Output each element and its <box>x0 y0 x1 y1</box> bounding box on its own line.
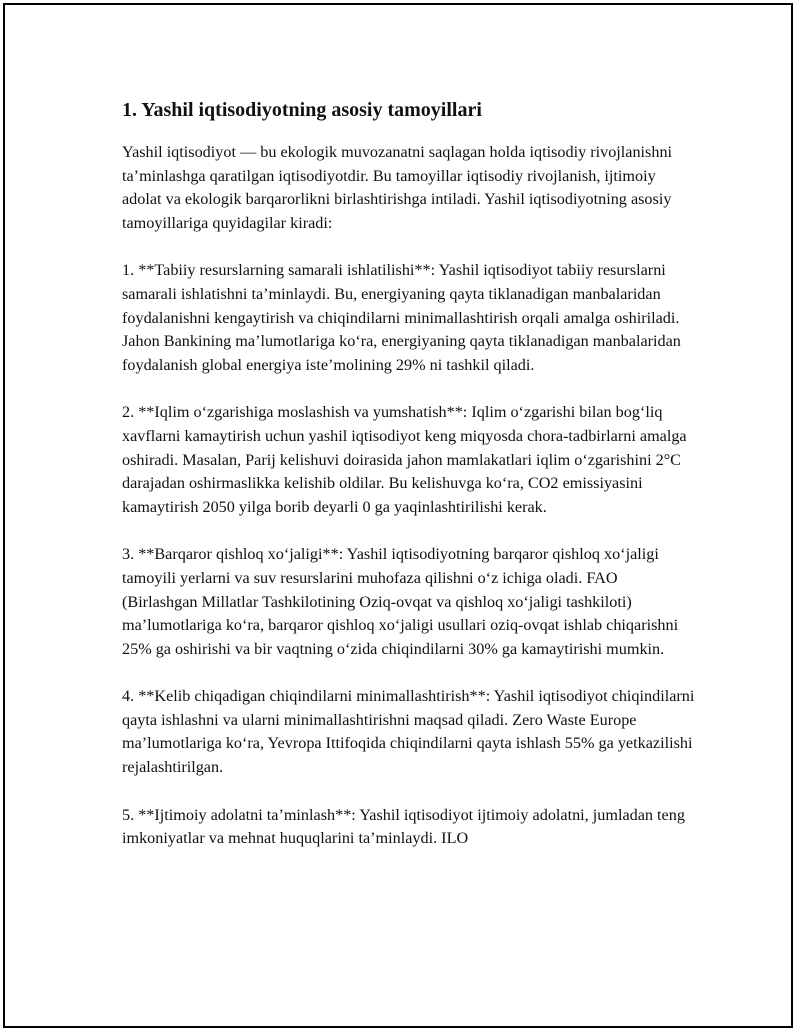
section-heading: 1. Yashil iqtisodiyotning asosiy tamoyillari <box>122 99 482 121</box>
page-frame <box>3 3 793 1028</box>
principle-3-paragraph: 3. **Barqaror qishloq xo‘jaligi**: Yashil iqtisodiyotning barqaror qishloq xo‘jaligi tamoyili yerlarni va suv resurslarini muhofaza qilishni o‘z ichiga oladi. FAO (Birlashgan Millatlar Tashkilotining Oziq-ovqat va qishloq xo‘jaligi tashkiloti) ma’lumotlariga ko‘ra, barqaror qishloq xo‘jaligi usullari oziq-ovqat ishlab chiqarishni 25% ga oshirishi va bir vaqtning o‘zida chiqindilarni 30% ga kamaytirishi mumkin. <box>122 545 679 658</box>
intro-paragraph: Yashil iqtisodiyot — bu ekologik muvozanatni saqlagan holda iqtisodiy rivojlanishni ta’minlashga qaratilgan iqtisodiyotdir. Bu tamoyillar iqtisodiy rivojlanish, ijtimoiy adolat va ekologik barqarorlikni birlashtirishga intiladi. Yashil iqtisodiyotning asosiy tamoyillariga quyidagilar kiradi: <box>122 143 673 232</box>
principle-4-paragraph: 4. **Kelib chiqadigan chiqindilarni minimallashtirish**: Yashil iqtisodiyot chiqindilarni qayta ishlashni va ularni minimallashtirishni maqsad qiladi. Zero Waste Europe ma’lumotlariga ko‘ra, Yevropa Ittifoqida chiqindilarni qayta ishlash 55% ga yetkazilishi rejalashtirilgan. <box>122 687 695 777</box>
document-body <box>122 97 697 851</box>
principle-1-paragraph: 1. **Tabiiy resurslarning samarali ishlatilishi**: Yashil iqtisodiyot tabiiy resurslarni samarali ishlatishni ta’minlaydi. Bu, energiyaning qayta tiklanadigan manbalaridan foydalanishni kengaytirish va chiqindilarni minimallashtirish orqali amalga oshiriladi. Jahon Bankining ma’lumotlariga ko‘ra, energiyaning qayta tiklanadigan manbalaridan foydalanish global energiya iste’molining 29% ni tashkil qiladi. <box>122 261 681 374</box>
principle-5-paragraph: 5. **Ijtimoiy adolatni ta’minlash**: Yashil iqtisodiyot ijtimoiy adolatni, jumladan teng imkoniyatlar va mehnat huquqlarini ta’minlaydi. ILO <box>122 805 685 848</box>
principle-2-paragraph: 2. **Iqlim o‘zgarishiga moslashish va yumshatish**: Iqlim o‘zgarishi bilan bog‘liq xavflarni kamaytirish uchun yashil iqtisodiyot keng miqyosda chora-tadbirlarni amalga oshiradi. Masalan, Parij kelishuvi doirasida jahon mamlakatlari iqlim o‘zgarishini 2°C darajadan oshirmaslikka kelishib oldilar. Bu kelishuvga ko‘ra, CO2 emissiyasini kamaytirish 2050 yilga borib deyarli 0 ga yaqinlashtirilishi kerak. <box>122 403 687 516</box>
